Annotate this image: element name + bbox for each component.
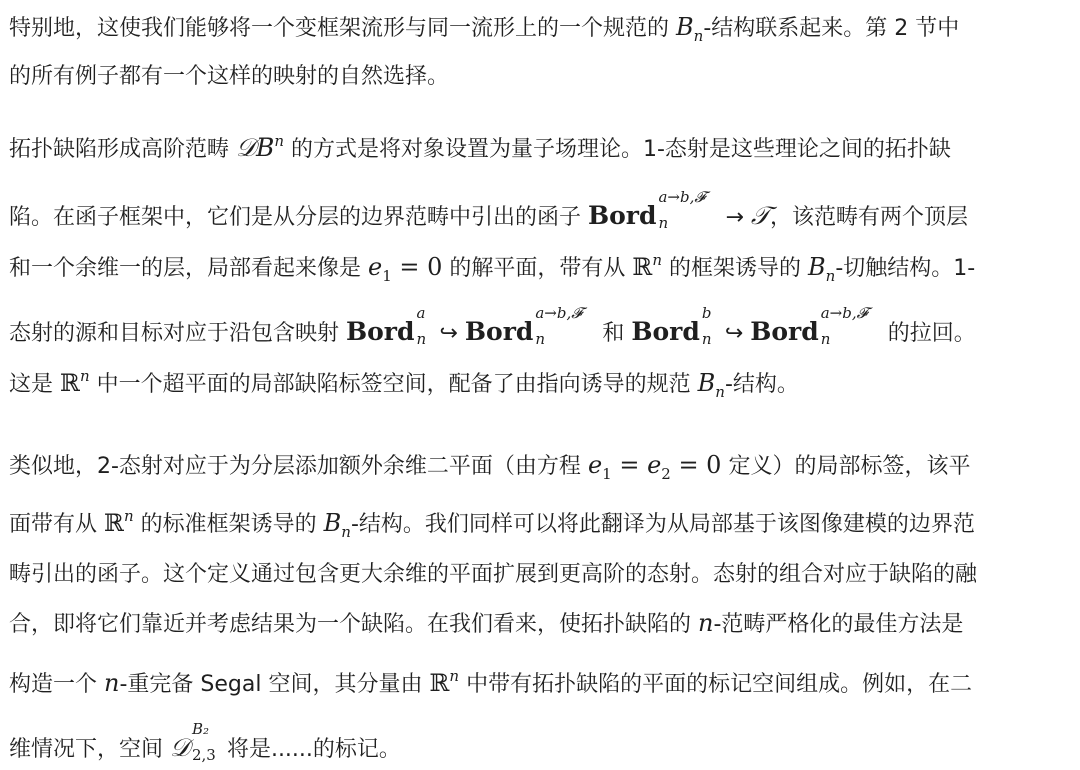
math-sub: n bbox=[825, 267, 836, 285]
math-sup: n bbox=[274, 132, 284, 150]
p3-line4 bbox=[9, 608, 963, 638]
text: 拓扑缺陷形成高阶范畴 bbox=[9, 137, 236, 162]
text: -切触结构。1- bbox=[835, 256, 976, 281]
p3-line2 bbox=[9, 507, 975, 541]
math-sub: n bbox=[820, 330, 831, 348]
text: ，该范畴有两个顶层 bbox=[770, 205, 969, 230]
math-R: ℝ bbox=[632, 253, 653, 281]
math-R: ℝ bbox=[60, 369, 80, 397]
text: 将是......的标记。 bbox=[219, 737, 401, 762]
math-n: n bbox=[104, 669, 120, 697]
math-bord: Bord bbox=[464, 317, 534, 346]
text: 的框架诱导的 bbox=[662, 256, 809, 281]
text: 特别地，这使我们能够将一个变框架流形与同一流形上的一个规范的 bbox=[9, 16, 676, 41]
text: -结构联系起来。第 2 节中 bbox=[703, 16, 960, 41]
text: 中一个超平面的局部缺陷标签空间，配备了由指向诱导的规范 bbox=[89, 372, 698, 397]
math-R: ℝ bbox=[429, 669, 450, 697]
text: 的方式是将对象设置为量子场理论。1-态射是这些理论之间的拓扑缺 bbox=[284, 137, 951, 162]
text: -结构。我们同样可以将此翻译为从局部基于该图像建模的边界范 bbox=[350, 512, 975, 537]
math-sup: B₂ bbox=[191, 720, 209, 738]
math-DB: 𝒟B bbox=[236, 133, 275, 162]
math-bord: Bord bbox=[346, 317, 415, 346]
math-D: 𝒟 bbox=[170, 733, 190, 762]
math-B: B bbox=[323, 509, 342, 537]
p3-line5 bbox=[9, 668, 972, 698]
text: 面带有从 bbox=[9, 512, 104, 537]
text: 和一个余维一的层，局部看起来像是 bbox=[9, 256, 368, 281]
math-sub: n bbox=[416, 330, 427, 348]
p2-line4 bbox=[9, 304, 976, 348]
math-e: e bbox=[647, 451, 662, 479]
text: -结构。 bbox=[724, 372, 799, 397]
math-script bbox=[533, 304, 595, 348]
math-bord: Bord bbox=[750, 317, 819, 346]
math-e: e bbox=[368, 253, 383, 281]
p2-line1 bbox=[9, 133, 951, 163]
math-sub: 2,3 bbox=[191, 746, 216, 764]
math-sub: n bbox=[341, 523, 351, 541]
math-sup: a→b,𝓕 bbox=[820, 304, 868, 322]
math-B: B bbox=[676, 13, 694, 41]
text: 合，即将它们靠近并考虑结果为一个缺陷。在我们看来，使拓扑缺陷的 bbox=[9, 612, 698, 637]
math-sub: n bbox=[535, 330, 546, 348]
text: 和 bbox=[595, 321, 632, 346]
math-sub: 2 bbox=[661, 465, 671, 483]
text: -范畴严格化的最佳方法是 bbox=[713, 612, 964, 637]
math-e: e bbox=[587, 451, 603, 479]
math-sub: n bbox=[693, 27, 704, 45]
hook-arrow-symbol: ↪ bbox=[717, 321, 751, 346]
math-eq: = bbox=[611, 451, 648, 479]
math-sub: n bbox=[658, 214, 669, 232]
p1-line1 bbox=[9, 12, 960, 45]
math-sub: n bbox=[715, 383, 725, 401]
text: 陷。在函子框架中，它们是从分层的边界范畴中引出的函子 bbox=[9, 205, 588, 230]
math-B: B bbox=[808, 253, 826, 281]
math-sup: n bbox=[123, 507, 134, 525]
math-sub: 1 bbox=[382, 267, 392, 285]
math-script bbox=[190, 720, 220, 764]
math-eq: = 0 bbox=[670, 451, 722, 479]
math-sup: a→b,𝓕 bbox=[658, 188, 706, 206]
math-R: ℝ bbox=[104, 509, 124, 537]
math-script bbox=[700, 304, 718, 348]
math-n: n bbox=[698, 609, 714, 637]
text: 维情况下，空间 bbox=[9, 737, 170, 762]
math-bord: Bord bbox=[631, 317, 700, 346]
p2-line2 bbox=[9, 188, 969, 232]
math-T: 𝒯 bbox=[750, 201, 771, 230]
p3-line3: 畴引出的函子。这个定义通过包含更大余维的平面扩展到更高阶的态射。态射的组合对应于缺陷的融 bbox=[9, 562, 978, 587]
text: -重完备 Segal 空间，其分量由 bbox=[119, 672, 430, 697]
text: 这是 bbox=[9, 372, 60, 397]
text: 态射的源和目标对应于沿包含映射 bbox=[9, 321, 346, 346]
math-sup: n bbox=[652, 251, 663, 269]
math-sup: n bbox=[79, 367, 90, 385]
text: 类似地，2-态射对应于为分层添加额外余维二平面（由方程 bbox=[9, 454, 588, 479]
math-sub: 1 bbox=[602, 465, 612, 483]
hook-arrow-symbol: ↪ bbox=[432, 321, 465, 346]
math-sup: n bbox=[449, 667, 460, 685]
math-sup: b bbox=[701, 304, 712, 322]
p1-line2: 的所有例子都有一个这样的映射的自然选择。 bbox=[9, 64, 450, 89]
math-eq: = 0 bbox=[391, 253, 443, 281]
text: 的解平面，带有从 bbox=[442, 256, 633, 281]
text: 定义）的局部标签，该平 bbox=[721, 454, 971, 479]
math-sub: n bbox=[701, 330, 712, 348]
math-script bbox=[656, 188, 718, 232]
math-bord: Bord bbox=[588, 201, 657, 230]
p3-line6 bbox=[9, 720, 401, 764]
text: 中带有拓扑缺陷的平面的标记空间组成。例如，在二 bbox=[459, 672, 973, 697]
math-script bbox=[819, 304, 881, 348]
p3-line1 bbox=[9, 450, 971, 483]
arrow-symbol: → bbox=[718, 205, 751, 230]
text: 的拉回。 bbox=[880, 321, 976, 346]
math-sup: a bbox=[416, 304, 426, 322]
math-script bbox=[414, 304, 432, 348]
text: 构造一个 bbox=[9, 672, 104, 697]
math-B: B bbox=[697, 369, 716, 397]
p2-line5 bbox=[9, 367, 799, 401]
text: 的标准框架诱导的 bbox=[133, 512, 324, 537]
p2-line3 bbox=[9, 251, 976, 285]
math-sup: a→b,𝓕 bbox=[535, 304, 583, 322]
